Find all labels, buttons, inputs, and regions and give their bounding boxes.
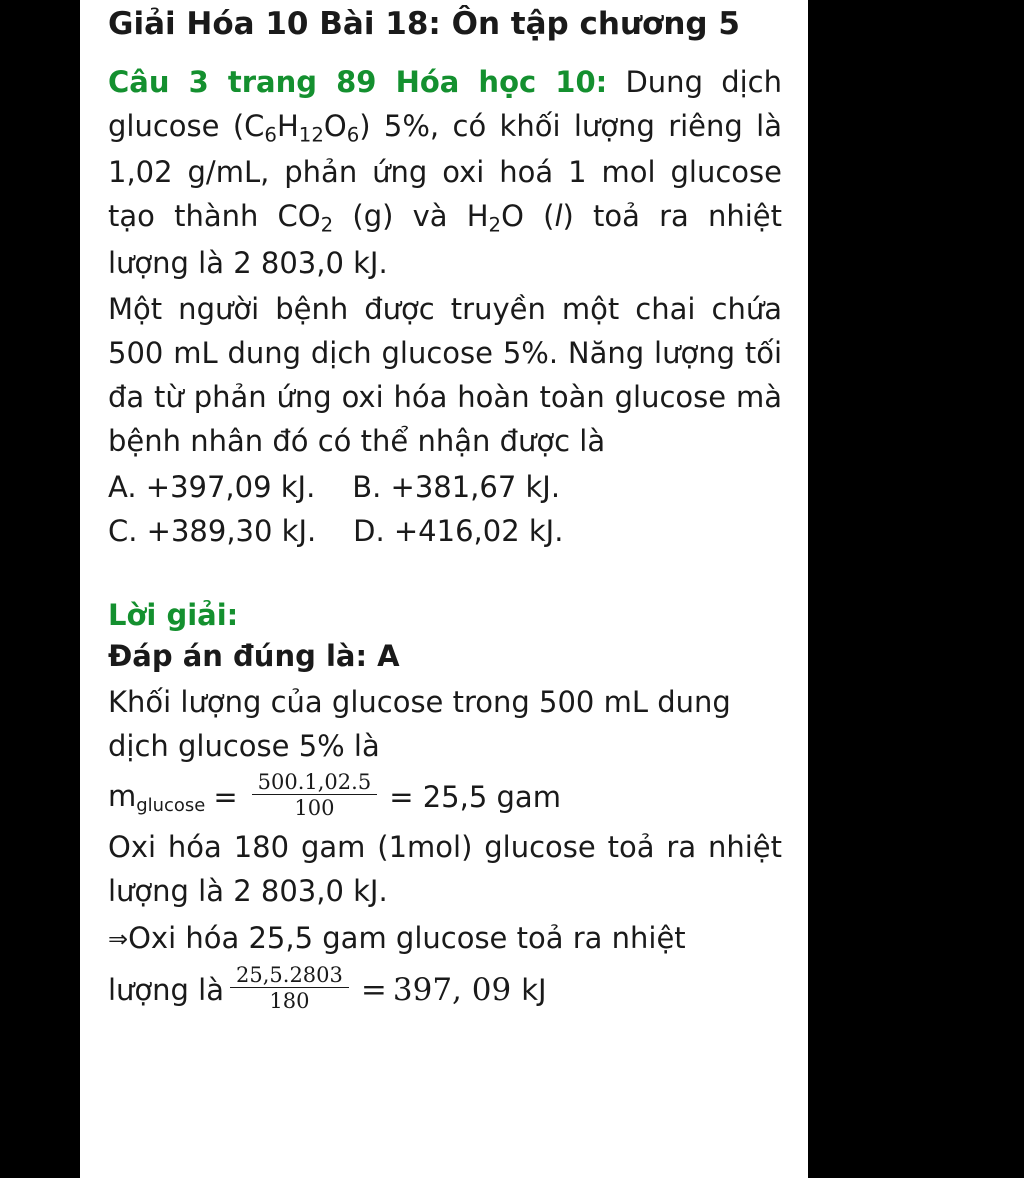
energy-fraction-numerator: 25,5.2803 [230, 963, 349, 988]
energy-value: 397, 09 [392, 972, 512, 1009]
solution-answer-line: Đáp án đúng là: A [108, 638, 400, 673]
mass-fraction [252, 770, 378, 821]
solution-line-2: Oxi hóa 180 gam (1mol) glucose toả ra nhiệt lượng là 2 803,0 kJ. [108, 830, 782, 909]
energy-equation [108, 962, 782, 1016]
question-text-1: Dung dịch glucose (C [108, 64, 782, 143]
solution-line-3-text: Oxi hóa 25,5 gam glucose toả ra nhiệt [128, 921, 686, 956]
question-text-7: ) toả ra nhiệt lượng là 2 803,0 kJ. [108, 199, 783, 280]
formula-sub-2a: 2 [320, 214, 334, 237]
question-text-4: ) 5%, có khối lượng riêng là 1,02 g/mL, phản ứng oxi hoá 1 mol glucose tạo thành CO [108, 108, 783, 234]
formula-sub-6b: 6 [346, 123, 360, 147]
mass-fraction-numerator: 500.1,02.5 [252, 770, 378, 795]
mass-fraction-denominator: 100 [294, 795, 335, 820]
solution-line-3 [108, 917, 782, 961]
implies-arrow-icon: ⇒ [108, 924, 129, 953]
question-paragraph-2: Một người bệnh được truyền một chai chứa 500 mL dung dịch glucose 5%. Năng lượng tối đa từ phản ứng oxi hóa hoàn toàn glucose mà bệnh nhân đó có thể nhận được là [108, 292, 782, 459]
question-paragraph [108, 60, 782, 285]
energy-fraction-denominator: 180 [269, 988, 310, 1013]
energy-line-prefix: lượng là [108, 972, 225, 1007]
mass-equation [108, 769, 782, 823]
formula-sub-12: 12 [298, 123, 324, 147]
question-label: Câu 3 trang 89 Hóa học 10: [108, 64, 608, 99]
page-title: Giải Hóa 10 Bài 18: Ôn tập chương 5 [108, 6, 740, 42]
section-spacer [108, 554, 782, 598]
solution-heading: Lời giải: [108, 597, 239, 632]
document-page [80, 0, 808, 1178]
mass-result: = 25,5 gam [389, 779, 561, 814]
choice-row-1: A. +397,09 kJ. B. +381,67 kJ. [108, 470, 561, 505]
energy-equals-sign: = [360, 972, 387, 1009]
state-symbol-liquid: l [554, 199, 563, 234]
solution-line-1: Khối lượng của glucose trong 500 mL dung dịch glucose 5% là [108, 684, 731, 763]
energy-unit: kJ [521, 972, 547, 1007]
question-text-2: H [276, 108, 299, 143]
energy-fraction [230, 963, 349, 1014]
document-content [80, 4, 808, 1016]
formula-sub-6a: 6 [264, 123, 277, 147]
mass-equals-sign: = [213, 779, 238, 814]
question-text-3: O [323, 108, 347, 143]
formula-sub-2b: 2 [488, 214, 502, 237]
mass-variable: $m_{glucose}$ [108, 778, 206, 816]
choice-row-2: C. +389,30 kJ. D. +416,02 kJ. [108, 514, 564, 549]
question-text-6: O ( [501, 199, 555, 234]
question-text-5: (g) và H [333, 199, 489, 234]
